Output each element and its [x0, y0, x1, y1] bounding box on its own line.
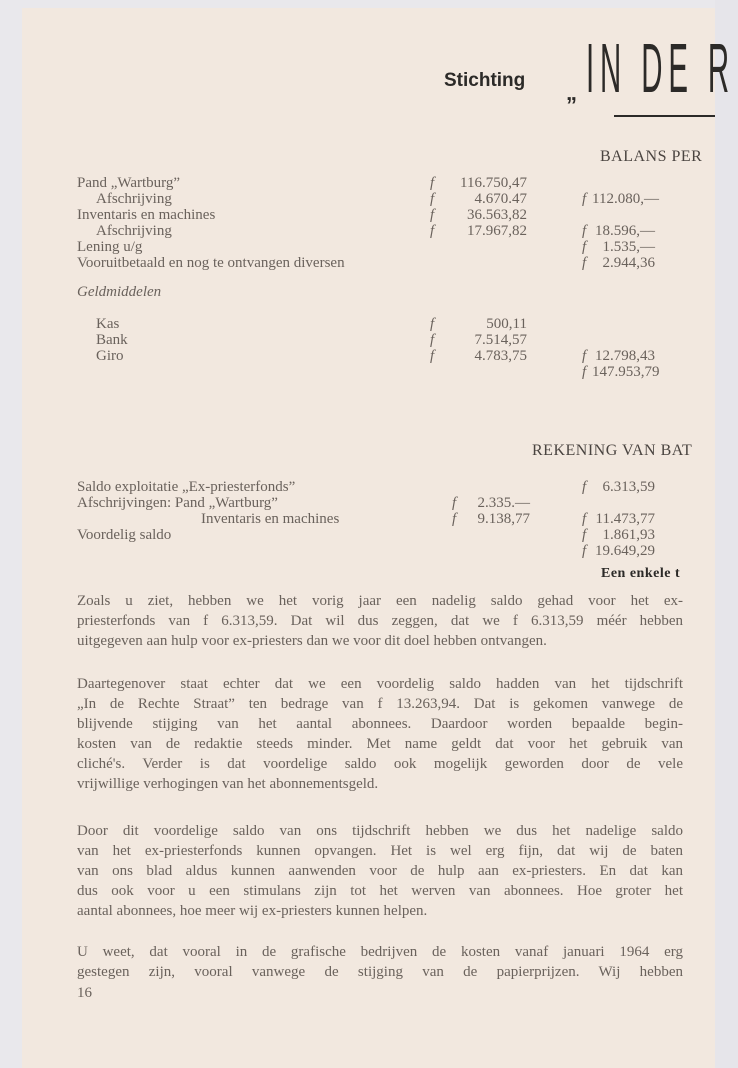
table-row	[0, 543, 693, 559]
table-row	[0, 175, 693, 191]
text-line: aantal abonnees, hoe meer wij ex-priesters kunnen helpen.	[77, 903, 428, 919]
amount: 19.649,29	[595, 543, 655, 559]
amount: 18.596,—	[595, 223, 655, 239]
currency-symbol: f	[582, 479, 587, 495]
table-row	[0, 316, 693, 332]
currency-symbol: f	[452, 511, 457, 527]
geldmiddelen-label: Geldmiddelen	[77, 284, 162, 300]
currency-symbol: f	[430, 223, 435, 239]
row-label: Afschrijvingen: Pand „Wartburg”	[77, 495, 278, 511]
row-label: Bank	[96, 332, 128, 348]
scan-edge	[715, 0, 738, 1068]
amount: 2.944,36	[602, 255, 655, 271]
text-line: van ons blad aldus kunnen aanwenden voor de hulp aan ex-priesters. En dat kan	[77, 863, 683, 879]
currency-symbol: f	[582, 511, 587, 527]
table-row	[0, 255, 693, 271]
page-number: 16	[77, 985, 92, 1001]
row-label: Afschrijving	[96, 223, 172, 239]
rekening-heading: REKENING VAN BAT	[532, 442, 693, 459]
currency-symbol: f	[430, 191, 435, 207]
title-underline	[614, 115, 715, 117]
amount: 112.080,—	[592, 191, 659, 207]
amount: 1.861,93	[602, 527, 655, 543]
text-line: dus ook voor u een stimulans zijn tot het werven van abonnees. Hoe groter het	[77, 883, 683, 899]
row-label: Lening u/g	[77, 239, 143, 255]
amount: 147.953,79	[592, 364, 660, 380]
text-line: Zoals u ziet, hebben we het vorig jaar een nadelig saldo gehad voor het ex-	[77, 593, 683, 609]
currency-symbol: f	[430, 207, 435, 223]
currency-symbol: f	[430, 316, 435, 332]
row-label: Inventaris en machines	[201, 511, 340, 527]
amount: 7.514,57	[474, 332, 527, 348]
row-label: Giro	[96, 348, 124, 364]
amount: 17.967,82	[467, 223, 527, 239]
paragraph	[77, 821, 683, 921]
header-stichting: Stichting	[444, 70, 526, 91]
row-label: Voordelig saldo	[77, 527, 172, 543]
amount: 9.138,77	[477, 511, 530, 527]
currency-symbol: f	[582, 543, 587, 559]
table-row	[0, 348, 693, 364]
currency-symbol: f	[582, 527, 587, 543]
amount: 4.670.47	[474, 191, 527, 207]
amount: 11.473,77	[595, 511, 655, 527]
currency-symbol: f	[582, 255, 587, 271]
table-row	[0, 223, 693, 239]
row-label: Pand „Wartburg”	[77, 175, 181, 191]
text-line: kosten van de redaktie steeds minder. Met name geldt dat voor het gebruik van	[77, 736, 683, 752]
amount: 36.563,82	[467, 207, 527, 223]
text-line: Door dit voordelige saldo van ons tijdschrift hebben we dus het nadelige saldo	[77, 823, 683, 839]
currency-symbol: f	[582, 239, 587, 255]
currency-symbol: f	[582, 223, 587, 239]
balans-heading: BALANS PER	[600, 148, 703, 165]
text-line: van het ex-priesterfonds kunnen opvangen. Het is wel erg fijn, dat wij de baten	[77, 843, 683, 859]
table-row	[0, 479, 693, 495]
table-row	[0, 511, 693, 527]
text-line: cliché's. Verder is dat voordelige saldo ook mogelijk geworden door de vele	[77, 756, 683, 772]
table-row	[0, 527, 693, 543]
text-line: gestegen zijn, vooral vanwege de stijging van de papierprijzen. Wij hebben	[77, 964, 683, 980]
currency-symbol: f	[430, 332, 435, 348]
header-title: IN DE R	[586, 29, 735, 107]
row-label: Afschrijving	[96, 191, 172, 207]
currency-symbol: f	[430, 175, 435, 191]
amount: 116.750,47	[460, 175, 527, 191]
row-label: Vooruitbetaald en nog te ontvangen diversen	[77, 255, 345, 271]
table-row	[0, 495, 693, 511]
amount: 500,11	[486, 316, 527, 332]
amount: 4.783,75	[474, 348, 527, 364]
currency-symbol: f	[430, 348, 435, 364]
row-label: Saldo exploitatie „Ex-priesterfonds”	[77, 479, 296, 495]
row-label: Inventaris en machines	[77, 207, 216, 223]
paragraph	[77, 674, 683, 794]
currency-symbol: f	[582, 364, 587, 380]
row-label: Kas	[96, 316, 120, 332]
table-row	[0, 191, 693, 207]
text-line: U weet, dat vooral in de grafische bedrijven de kosten vanaf januari 1964 erg	[77, 944, 683, 960]
amount: 6.313,59	[602, 479, 655, 495]
table-row	[0, 364, 693, 380]
header-quote-mark: „	[566, 80, 577, 105]
text-line: vrijwillige verhogingen van het abonnementsgeld.	[77, 776, 379, 792]
paragraph	[77, 591, 683, 651]
table-row	[0, 207, 693, 223]
text-line: blijvende stijging van het aantal abonnees. Daardoor worden bepaalde begin-	[77, 716, 683, 732]
text-line: „In de Rechte Straat” ten bedrage van f 13.263,94. Dat is gekomen vanwege de	[77, 696, 683, 712]
amount: 12.798,43	[595, 348, 655, 364]
table-row	[0, 332, 693, 348]
table-row	[0, 239, 693, 255]
currency-symbol: f	[452, 495, 457, 511]
currency-symbol: f	[582, 191, 587, 207]
currency-symbol: f	[582, 348, 587, 364]
amount: 2.335.—	[477, 495, 530, 511]
text-line: uitgegeven aan hulp voor ex-priesters dan we voor dit doel hebben ontvangen.	[77, 633, 547, 649]
text-line: Daartegenover staat echter dat we een voordelig saldo hadden van het tijdschrift	[77, 676, 683, 692]
text-line: priesterfonds van f 6.313,59. Dat wil dus zeggen, dat we f 6.313,59 méér hebben	[77, 613, 683, 629]
paragraph	[77, 942, 683, 982]
amount: 1.535,—	[602, 239, 655, 255]
section-subheading: Een enkele t	[601, 566, 681, 581]
